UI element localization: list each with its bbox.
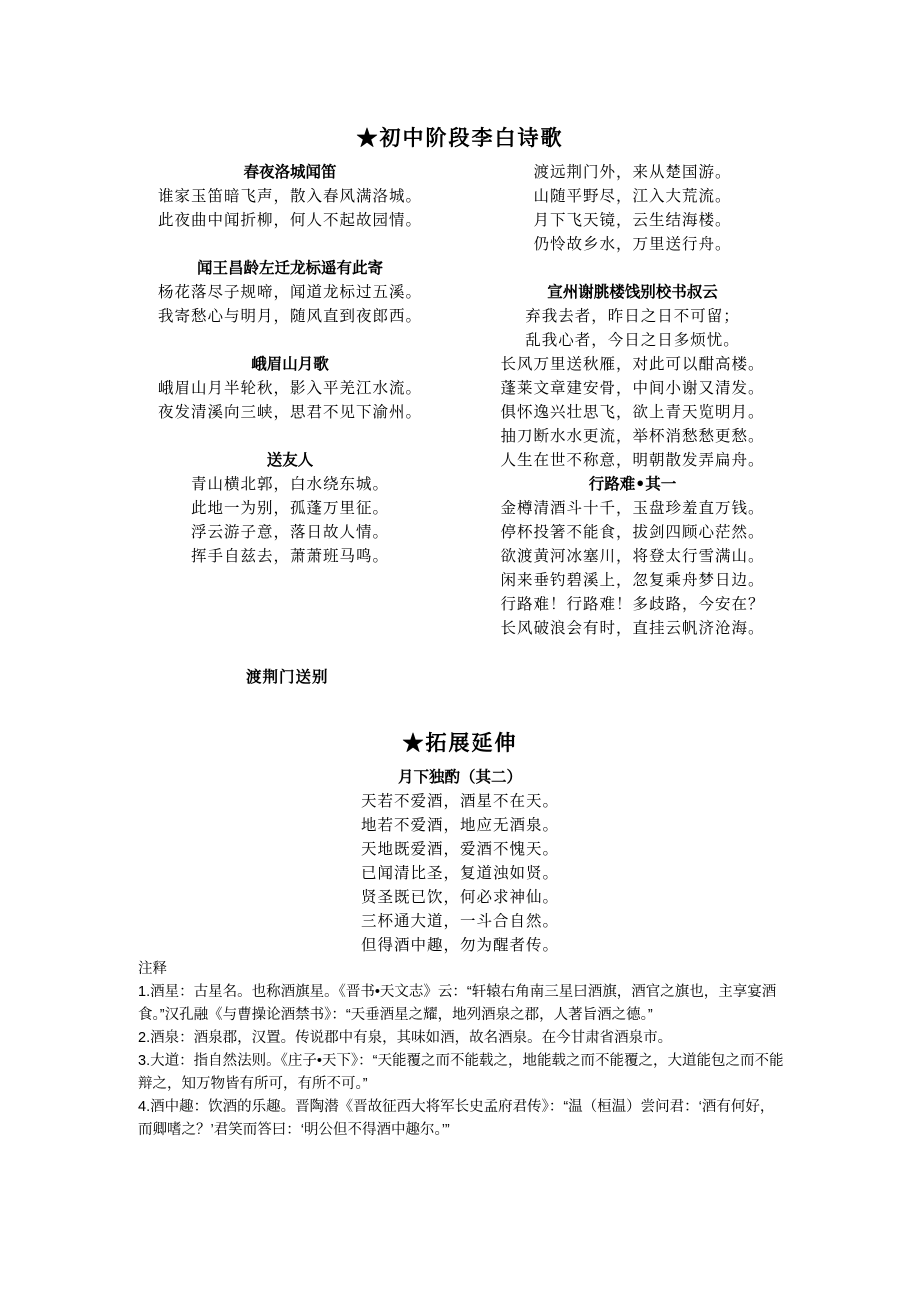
poem-line: 长风破浪会有时，直挂云帆济沧海。 bbox=[500, 619, 765, 637]
poem-line: 抽刀断水水更流，举杯消愁愁更愁。 bbox=[500, 427, 765, 445]
poem-block bbox=[130, 160, 450, 232]
poem-line: 浮云游子意，落日故人情。 bbox=[190, 523, 389, 541]
poem-line: 青山横北郭，白水绕东城。 bbox=[190, 475, 389, 493]
poem-line: 我寄愁心与明月，随风直到夜郎西。 bbox=[157, 307, 422, 325]
poem-line: 此夜曲中闻折柳，何人不起故园情。 bbox=[157, 211, 422, 229]
poem-line: 谁家玉笛暗飞声，散入春风满洛城。 bbox=[157, 187, 422, 205]
poem-title-dujingmen: 渡荆门送别 bbox=[246, 667, 329, 686]
poem-line: 月下飞天镜，云生结海楼。 bbox=[533, 211, 732, 229]
poem-title: 月下独酌（其二） bbox=[397, 767, 522, 786]
left-poem-column bbox=[130, 160, 450, 568]
poem-line: 仍怜故乡水，万里送行舟。 bbox=[533, 235, 732, 253]
right-poem-column bbox=[470, 160, 795, 640]
extension-poem bbox=[300, 765, 620, 957]
poem-line: 天若不爱酒，酒星不在天。 bbox=[360, 792, 559, 810]
poem-line: 停杯投箸不能食，拔剑四顾心茫然。 bbox=[500, 523, 765, 541]
poem-line: 弃我去者，昨日之日不可留； bbox=[525, 307, 740, 325]
poem-line: 杨花落尽子规啼，闻道龙标过五溪。 bbox=[157, 283, 422, 301]
poem-line: 夜发清溪向三峡，思君不见下渝州。 bbox=[157, 403, 422, 421]
poem-block bbox=[130, 352, 450, 424]
poem-line: 地若不爱酒，地应无酒泉。 bbox=[360, 816, 559, 834]
poem-title: 行路难•其一 bbox=[588, 474, 677, 493]
poem-block bbox=[470, 160, 795, 256]
poem-block bbox=[130, 256, 450, 328]
poem-line: 俱怀逸兴壮思飞，欲上青天览明月。 bbox=[500, 403, 765, 421]
poem-line: 三杯通大道，一斗合自然。 bbox=[360, 912, 559, 930]
poem-line: 已闻清比圣，复道浊如贤。 bbox=[360, 864, 559, 882]
poem-title: 闻王昌龄左迁龙标遥有此寄 bbox=[196, 258, 383, 277]
section-title-libai-poems: ★初中阶段李白诗歌 bbox=[356, 125, 564, 150]
poem-line: 闲来垂钓碧溪上，忽复乘舟梦日边。 bbox=[500, 571, 765, 589]
note-item: 2.酒泉：酒泉郡，汉置。传说郡中有泉，其味如酒，故名酒泉。在今甘肃省酒泉市。 bbox=[138, 1030, 673, 1046]
poem-line: 挥手自兹去，萧萧班马鸣。 bbox=[190, 547, 389, 565]
notes-heading: 注释 bbox=[138, 961, 167, 977]
poem-line: 峨眉山月半轮秋，影入平羌江水流。 bbox=[157, 379, 422, 397]
poem-line: 人生在世不称意，明朝散发弄扁舟。 bbox=[500, 451, 765, 469]
section-title-extension: ★拓展延伸 bbox=[402, 730, 518, 755]
poem-line: 贤圣既已饮，何必求神仙。 bbox=[360, 888, 559, 906]
note-item: 4.酒中趣：饮酒的乐趣。晋陶潜《晋故征西大将军长史孟府君传》：“温（桓温）尝问君：‘酒有何好，而卿嗜之？’君笑而答曰：‘明公但不得酒中趣尔。’” bbox=[138, 1099, 775, 1138]
poem-title: 宣州谢朓楼饯别校书叔云 bbox=[547, 282, 718, 301]
poem-line: 乱我心者，今日之日多烦忧。 bbox=[525, 331, 740, 349]
poem-line: 天地既爱酒，爱酒不愧天。 bbox=[360, 840, 559, 858]
poem-line: 此地一为别，孤蓬万里征。 bbox=[190, 499, 389, 517]
note-item: 3.大道：指自然法则。《庄子•天下》：“天能覆之而不能载之，地能载之而不能覆之，大道能包之而不能辩之，知万物皆有所可，有所不可。” bbox=[138, 1053, 784, 1092]
poem-line: 渡远荆门外，来从楚国游。 bbox=[533, 163, 732, 181]
poem-line: 但得酒中趣，勿为醒者传。 bbox=[360, 936, 559, 954]
poem-block bbox=[470, 280, 795, 472]
poem-line: 欲渡黄河冰塞川，将登太行雪满山。 bbox=[500, 547, 765, 565]
poem-title: 峨眉山月歌 bbox=[251, 354, 329, 373]
poem-line: 山随平野尽，江入大荒流。 bbox=[533, 187, 732, 205]
poem-line: 金樽清酒斗十千，玉盘珍羞直万钱。 bbox=[500, 499, 765, 517]
notes-section bbox=[138, 958, 788, 1142]
poem-title: 送友人 bbox=[266, 450, 314, 469]
poem-line: 蓬莱文章建安骨，中间小谢又清发。 bbox=[500, 379, 765, 397]
poem-title: 春夜洛城闻笛 bbox=[243, 162, 337, 181]
poem-block bbox=[470, 472, 795, 640]
poem-line: 行路难！行路难！多歧路，今安在？ bbox=[500, 595, 765, 613]
note-item: 1.酒星：古星名。也称酒旗星。《晋书•天文志》云：“轩辕右角南三星曰酒旗，酒官之旗也，主享宴酒食。”汉孔融《与曹操论酒禁书》：“天垂酒星之耀，地列酒泉之郡，人著旨酒之德。” bbox=[138, 984, 777, 1023]
poem-block bbox=[130, 448, 450, 568]
poem-line: 长风万里送秋雁，对此可以酣高楼。 bbox=[500, 355, 765, 373]
